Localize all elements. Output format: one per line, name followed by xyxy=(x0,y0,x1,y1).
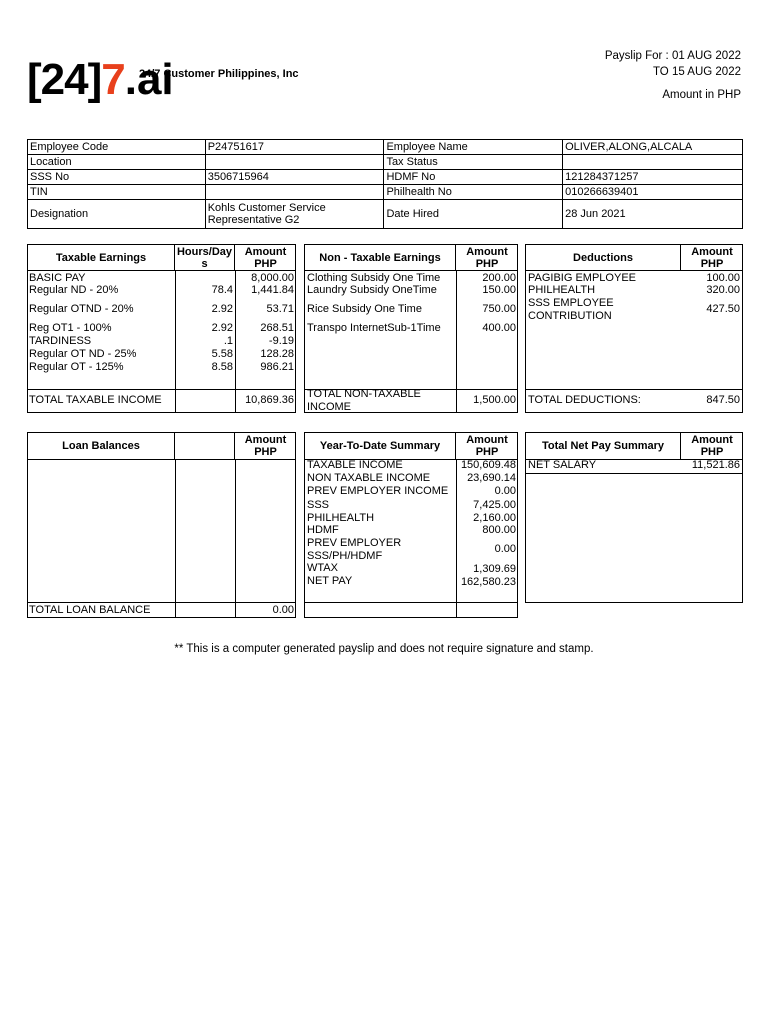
amount-header-line1: Amount xyxy=(244,434,287,446)
ytd-label xyxy=(307,537,401,562)
taxable-amount: -9.19 xyxy=(268,335,294,347)
employee-code-value: P24751617 xyxy=(205,140,384,155)
ytd-amount: 23,690.14 xyxy=(467,472,516,484)
ytd-amount: 162,580.23 xyxy=(460,576,516,588)
currency-note: Amount in PHP xyxy=(662,89,741,101)
taxable-label: TARDINESS xyxy=(29,335,92,347)
computer-generated-note: ** This is a computer generated payslip and does not require signature and stamp. xyxy=(174,643,594,655)
loan-blank-header xyxy=(175,433,235,460)
ytd-label: PREV EMPLOYER INCOME xyxy=(307,485,449,497)
employee-name-value: OLIVER,ALONG,ALCALA xyxy=(563,140,743,155)
total-divider xyxy=(28,602,296,603)
info-row xyxy=(28,140,743,155)
ytd-label: NET PAY xyxy=(307,575,353,587)
loan-balances-box xyxy=(27,432,296,618)
total-divider xyxy=(28,389,296,390)
total-deductions-label: TOTAL DEDUCTIONS: xyxy=(528,394,641,406)
total-non-taxable-label xyxy=(307,388,421,413)
taxable-amount: 1,441.84 xyxy=(251,284,294,296)
tin-label: TIN xyxy=(28,185,206,200)
amount-header-line2: PHP xyxy=(254,446,277,458)
taxable-earnings-box xyxy=(27,244,296,413)
hours-days-header xyxy=(175,245,235,271)
info-row xyxy=(28,200,743,229)
employee-name-label: Employee Name xyxy=(384,140,563,155)
taxable-amount-header xyxy=(235,245,296,271)
ytd-amount: 1,309.69 xyxy=(473,563,516,575)
deductions-amount-header xyxy=(681,245,743,271)
deduction-label: PHILHEALTH xyxy=(528,284,596,296)
non-taxable-amount: 150.00 xyxy=(482,284,516,296)
column-divider xyxy=(175,460,176,618)
deduction-label: PAGIBIG EMPLOYEE xyxy=(528,272,636,284)
hdmf-label: HDMF No xyxy=(384,170,563,185)
amount-header-line2: PHP xyxy=(475,446,499,458)
total-divider xyxy=(305,602,518,603)
amount-header-line1: Amount xyxy=(466,245,508,258)
taxable-hours: .1 xyxy=(223,335,233,347)
deduction-amount: 427.50 xyxy=(706,303,740,315)
deduction-amount: 100.00 xyxy=(706,272,740,284)
taxable-label: Reg OT1 - 100% xyxy=(29,322,112,334)
designation-line1: Kohls Customer Service xyxy=(207,202,326,214)
ytd-label: TAXABLE INCOME xyxy=(307,459,403,471)
amount-header-line2: PHP xyxy=(254,257,277,270)
taxable-hours: 2.92 xyxy=(211,322,233,334)
ytd-label: WTAX xyxy=(307,562,338,574)
tax-status-value xyxy=(563,155,743,170)
taxable-hours: 5.58 xyxy=(211,348,233,360)
non-taxable-header: Non - Taxable Earnings xyxy=(305,245,456,271)
designation-label: Designation xyxy=(28,200,206,229)
taxable-hours: 2.92 xyxy=(211,303,233,315)
ytd-amount-header xyxy=(456,433,518,460)
deductions-box xyxy=(525,244,743,413)
ytd-amount: 2,160.00 xyxy=(473,512,516,524)
non-taxable-earnings-box xyxy=(304,244,518,413)
taxable-amount: 128.28 xyxy=(260,348,294,360)
total-taxable-value: 10,869.36 xyxy=(245,394,294,406)
hours-header-line1: Hours/Day xyxy=(176,245,233,258)
total-loan-label: TOTAL LOAN BALANCE xyxy=(29,604,151,616)
taxable-earnings-header: Taxable Earnings xyxy=(28,245,175,271)
designation-line2: Representative G2 xyxy=(207,214,300,226)
total-non-taxable-label-line2: INCOME xyxy=(307,400,351,413)
ytd-label: SSS xyxy=(307,499,330,511)
taxable-hours: 8.58 xyxy=(211,361,233,373)
loan-balances-header: Loan Balances xyxy=(28,433,175,460)
taxable-label: Regular OTND - 20% xyxy=(29,303,134,315)
deduction-label-line1: SSS EMPLOYEE xyxy=(528,297,614,309)
location-value xyxy=(205,155,384,170)
deduction-label xyxy=(528,297,614,322)
ytd-amount: 0.00 xyxy=(494,485,516,497)
hdmf-value: 121284371257 xyxy=(563,170,743,185)
non-taxable-amount-header xyxy=(456,245,518,271)
employee-info-table xyxy=(27,139,743,229)
deduction-amount: 320.00 xyxy=(706,284,740,296)
deduction-label-line2: CONTRIBUTION xyxy=(528,309,612,322)
tin-value xyxy=(205,185,384,200)
logo-ai-text: .ai xyxy=(124,55,174,104)
total-divider xyxy=(526,389,743,390)
logo-brackets-text: [24] xyxy=(27,55,102,104)
non-taxable-label: Transpo InternetSub-1Time xyxy=(307,322,441,334)
non-taxable-label: Clothing Subsidy One Time xyxy=(307,272,441,284)
taxable-label: Regular ND - 20% xyxy=(29,284,119,296)
taxable-label: Regular OT - 125% xyxy=(29,361,124,373)
payslip-period-line2: TO 15 AUG 2022 xyxy=(652,66,741,78)
amount-header-line2: PHP xyxy=(700,446,724,458)
net-pay-summary-box xyxy=(525,432,743,603)
taxable-amount: 986.21 xyxy=(260,361,294,373)
designation-value xyxy=(205,200,384,229)
non-taxable-amount: 400.00 xyxy=(482,322,516,334)
ytd-amount: 0.00 xyxy=(494,543,516,555)
ytd-amount: 150,609.48 xyxy=(460,459,516,471)
non-taxable-amount: 750.00 xyxy=(482,303,516,315)
taxable-label: Regular OT ND - 25% xyxy=(29,348,137,360)
location-label: Location xyxy=(28,155,206,170)
ytd-header: Year-To-Date Summary xyxy=(305,433,456,460)
payslip-period xyxy=(605,48,741,80)
amount-header-line1: Amount xyxy=(244,245,287,258)
taxable-label: BASIC PAY xyxy=(29,272,86,284)
total-non-taxable-value: 1,500.00 xyxy=(473,394,516,406)
non-taxable-label: Laundry Subsidy OneTime xyxy=(307,284,437,296)
hours-header-line2: s xyxy=(201,257,208,270)
column-divider xyxy=(235,460,236,618)
info-row xyxy=(28,155,743,170)
tax-status-label: Tax Status xyxy=(384,155,563,170)
net-salary-label: NET SALARY xyxy=(528,459,597,471)
deductions-header: Deductions xyxy=(526,245,681,271)
ytd-label-line2: SSS/PH/HDMF xyxy=(307,549,383,562)
taxable-amount: 53.71 xyxy=(266,303,294,315)
non-taxable-amount: 200.00 xyxy=(482,272,516,284)
amount-header-line1: Amount xyxy=(691,245,733,258)
ytd-amount: 800.00 xyxy=(482,524,516,536)
total-deductions-value: 847.50 xyxy=(706,394,740,406)
total-non-taxable-label-line1: TOTAL NON-TAXABLE xyxy=(307,388,421,400)
loan-amount-header xyxy=(235,433,296,460)
info-row xyxy=(28,185,743,200)
employee-code-label: Employee Code xyxy=(28,140,206,155)
non-taxable-label: Rice Subsidy One Time xyxy=(307,303,422,315)
row-divider xyxy=(526,473,743,474)
ytd-summary-box xyxy=(304,432,518,618)
net-pay-header: Total Net Pay Summary xyxy=(526,433,681,460)
ytd-label: NON TAXABLE INCOME xyxy=(307,472,431,484)
total-loan-value: 0.00 xyxy=(272,604,294,616)
company-name: 24/7 Customer Philippines, Inc xyxy=(139,68,299,80)
taxable-hours: 78.4 xyxy=(211,284,233,296)
date-hired-value: 28 Jun 2021 xyxy=(563,200,743,229)
amount-header-line2: PHP xyxy=(475,257,499,270)
info-row xyxy=(28,170,743,185)
amount-header-line1: Amount xyxy=(466,434,508,446)
ytd-label-line1: PREV EMPLOYER xyxy=(307,537,402,549)
total-taxable-label: TOTAL TAXABLE INCOME xyxy=(29,394,162,406)
payslip-period-line1: Payslip For : 01 AUG 2022 xyxy=(604,50,741,62)
logo-seven-text: 7 xyxy=(101,55,125,104)
philhealth-label: Philhealth No xyxy=(384,185,563,200)
philhealth-value: 010266639401 xyxy=(563,185,743,200)
amount-header-line2: PHP xyxy=(700,257,724,270)
amount-header-line1: Amount xyxy=(691,434,733,446)
company-logo xyxy=(27,57,174,103)
net-pay-amount-header xyxy=(681,433,743,460)
net-salary-value: 11,521.86 xyxy=(691,459,740,471)
ytd-amount: 7,425.00 xyxy=(473,499,516,511)
ytd-label: HDMF xyxy=(307,524,339,536)
sss-label: SSS No xyxy=(28,170,206,185)
taxable-amount: 8,000.00 xyxy=(251,272,294,284)
taxable-amount: 268.51 xyxy=(260,322,294,334)
ytd-label: PHILHEALTH xyxy=(307,512,375,524)
sss-value: 3506715964 xyxy=(205,170,384,185)
date-hired-label: Date Hired xyxy=(384,200,563,229)
